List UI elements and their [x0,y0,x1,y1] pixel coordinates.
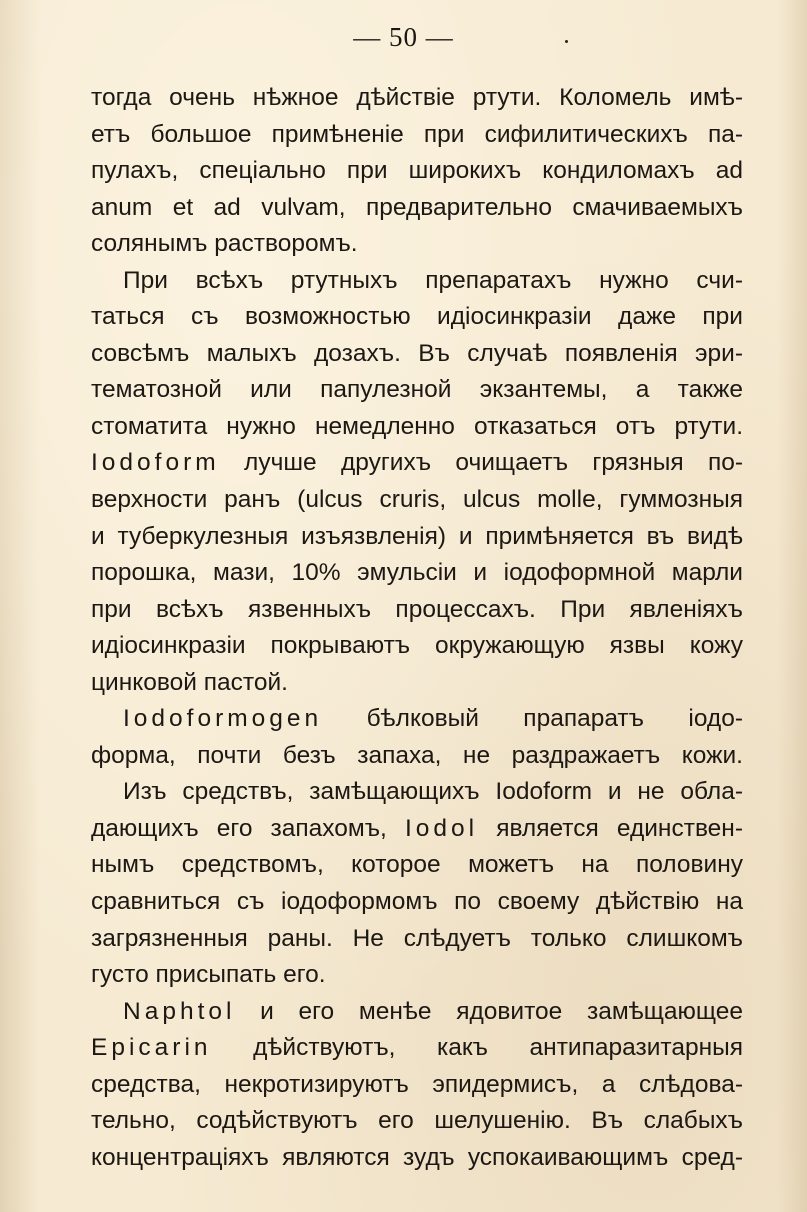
text-segment: порошка, мази, 10% эмульсіи и іодоформной марли [91,559,743,587]
text-line [91,1103,743,1140]
text-line [91,336,743,373]
text-line [91,957,743,994]
term-iodoform: Iodoform [91,449,220,477]
term-iodoformogen: Iodoformogen [123,705,323,733]
text-line [91,80,743,117]
text-segment: верхности ранъ (ulcus cruris, ulcus molle, гуммозныя [91,486,743,514]
text-line [91,482,743,519]
text-line [91,738,743,775]
text-segment: при всѣхъ язвенныхъ процессахъ. При явленіяхъ [91,595,743,623]
text-line [91,445,743,482]
text-segment: цинковой пастой. [91,668,288,696]
text-line [91,592,743,629]
text-line [91,847,743,884]
text-segment: тельно, содѣйствуютъ его шелушенію. Въ слабыхъ [91,1107,743,1135]
text-segment: совсѣмъ малыхъ дозахъ. Въ случаѣ появленія эри- [91,339,743,367]
text-segment: солянымъ растворомъ. [91,230,358,258]
text-line [91,190,743,227]
text-line [91,555,743,592]
text-line [91,701,743,738]
text-line [91,117,743,154]
text-segment: и туберкулезныя изъязвленія) и примѣняется въ видѣ [91,522,743,550]
term-epicarin: Epicarin [91,1034,212,1062]
text-segment: стоматита нужно немедленно отказаться отъ ртути. [91,412,743,440]
text-segment: форма, почти безъ запаха, не раздражаетъ кожи. [91,741,743,769]
text-line [91,226,743,263]
page-number: — 50 — [353,22,454,52]
print-speck [565,40,568,43]
term-iodol: Iodol [404,814,479,842]
text-segment: пулахъ, спеціально при широкихъ кондиломахъ ad [91,157,743,185]
text-line [91,1067,743,1104]
text-segment: сравниться съ іодоформомъ по своему дѣйствію на [91,888,743,916]
text-segment: бѣлковый прапаратъ іодо- [322,705,743,733]
text-segment: является единствен- [478,814,743,842]
text-segment: дающихъ его запахомъ, [91,814,405,842]
text-segment: тогда очень нѣжное дѣйствіе ртути. Коломель имѣ- [91,84,743,111]
text-line [91,811,743,848]
text-segment: дѣйствуютъ, какъ антипаразитарныя [211,1034,743,1062]
text-segment: Изъ средствъ, замѣщающихъ Iodoform и не обла- [123,778,743,806]
text-segment: етъ большое примѣненіе при сифилитическихъ па- [91,120,743,148]
text-line [91,1030,743,1067]
body-text [91,80,743,1176]
text-segment: нымъ средствомъ, которое можетъ на половину [91,851,743,879]
text-segment: концентраціяхъ являются зудъ успокаивающимъ сред- [91,1143,743,1171]
term-naphtol: Naphtol [123,997,236,1025]
text-segment: anum et ad vulvam, предварительно смачиваемыхъ [91,193,743,221]
text-line [91,372,743,409]
text-line [91,921,743,958]
text-line [91,1140,743,1177]
text-segment: При всѣхъ ртутныхъ препаратахъ нужно счи- [123,266,743,294]
text-line [91,884,743,921]
text-segment: идіосинкразіи покрываютъ окружающую язвы кожу [91,632,743,660]
text-line [91,519,743,556]
text-line [91,263,743,300]
text-segment: средства, некротизируютъ эпидермисъ, а слѣдова- [91,1070,743,1098]
text-segment: лучше другихъ очищаетъ грязныя по- [219,449,743,477]
text-line [91,153,743,190]
text-line [91,665,743,702]
text-segment: густо присыпать его. [91,961,326,989]
text-line [91,628,743,665]
text-line [91,994,743,1031]
text-line [91,774,743,811]
text-segment: загрязненныя раны. Не слѣдуетъ только слишкомъ [91,924,743,952]
text-line [91,299,743,336]
text-segment: и его менѣе ядовитое замѣщающее [235,997,743,1025]
text-segment: таться съ возможностью идіосинкразіи даже при [91,303,743,331]
text-segment: тематозной или папулезной экзантемы, а также [91,376,743,404]
text-line [91,409,743,446]
